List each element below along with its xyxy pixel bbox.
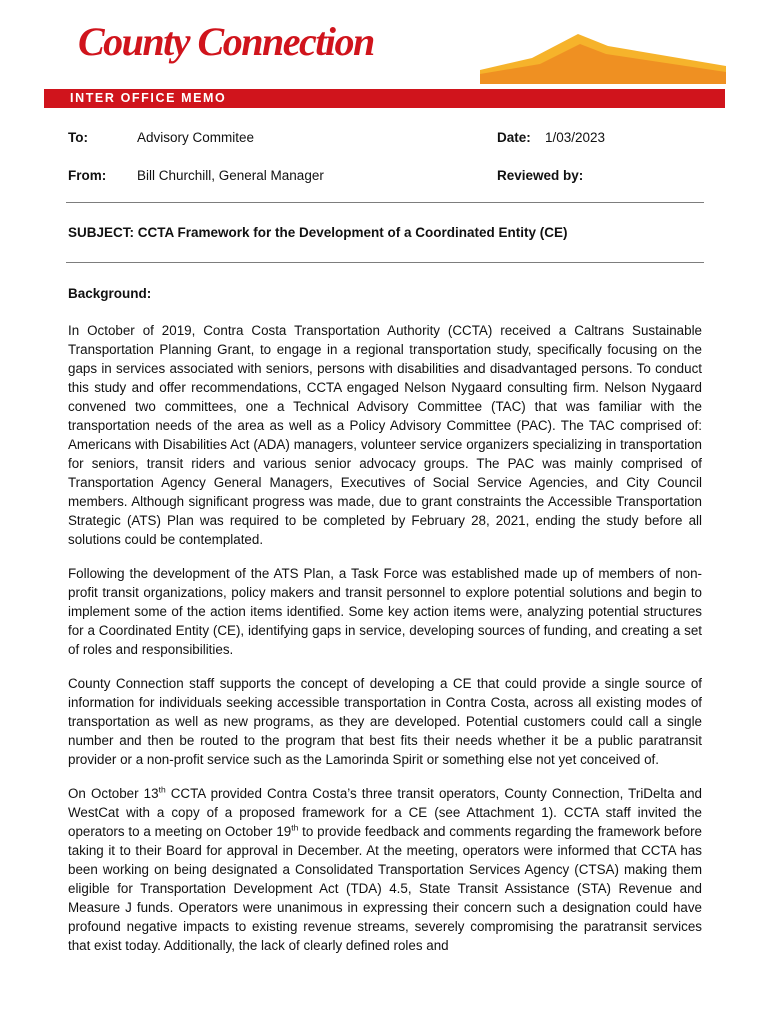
header-divider [66,202,704,203]
body-paragraph-3: County Connection staff supports the concept of developing a CE that could provide a single source of information for individuals seeking accessible transportation in Contra Costa, across all existing modes of transportation as well as new programs, as they are developed. Potential customers could call a single number and then be routed to the program that best fits their needs whether it be a public paratransit provider or a non-profit service such as the Lamorinda Spirit or something else not yet conceived of. [68,676,702,767]
inter-office-memo-banner [44,89,725,108]
memo-label: INTER OFFICE MEMO [70,91,227,105]
memo-body [68,321,702,970]
paragraph-4-part-c: to provide feedback and comments regarding the framework before taking it to their Board for approval in December. At the meeting, operators were informed that CCTA has been working on being designated a Consolidated Transportation Services Agency (CTSA) making them eligible for Transportation Development Act (TDA) 4.5, State Transit Assistance (STA) Revenue and Measure J funds. Operators were unanimous in expressing their concern such a designation could have profound negative impacts to existing revenue streams, severely compromising the paratransit services that exist today. Additionally, the lack of clearly defined roles and [68,824,702,953]
date-label: Date: [497,130,531,145]
date-value: 1/03/2023 [545,130,606,145]
ordinal-suffix: th [158,784,166,795]
county-connection-logo: County Connection [78,19,374,64]
body-paragraph-1: In October of 2019, Contra Costa Transportation Authority (CCTA) received a Caltrans Sustainable Transportation Planning Grant, to engage in a regional transportation study, specifically focusing on the gaps in services associated with seniors, persons with disabilities and disadvantaged persons. To conduct this study and offer recommendations, CCTA engaged Nelson Nygaard consulting firm. Nelson Nygaard convened two committees, one a Technical Advisory Committee (TAC) that was familiar with the transportation needs of the area as well as a Policy Advisory Committee (PAC). The TAC comprised of: Americans with Disabilities Act (ADA) managers, volunteer service organizers specializing in transportation for seniors, transit riders and various senior advocacy groups. The PAC was mainly comprised of Transportation Agency General Managers, Executives of Social Service Agencies, and City Council members. Although significant progress was made, due to grant constraints the Accessible Transportation Strategic (ATS) Plan was required to be completed by February 28, 2021, ending the study before all solutions could be contemplated. [68,323,702,547]
ordinal-suffix: th [291,822,299,833]
background-heading: Background: [68,286,152,301]
paragraph-4-part-b: CCTA provided Contra Costa’s three transit operators, County Connection, TriDelta and WestCat with a copy of a proposed framework for a CE (see Attachment 1). CCTA staff invited the operators to a meeting on October 19 [68,786,702,839]
subject-divider [66,262,704,263]
body-paragraph-4 [68,784,702,955]
to-label: To: [68,130,88,145]
to-value: Advisory Commitee [137,130,255,145]
memo-subject: SUBJECT: CCTA Framework for the Development of a Coordinated Entity (CE) [68,225,568,240]
reviewed-by-label: Reviewed by: [497,168,584,183]
from-label: From: [68,168,107,183]
mountain-logo-graphic [480,30,726,84]
paragraph-4-part-a: On October 13 [68,786,159,801]
from-value: Bill Churchill, General Manager [137,168,324,183]
body-paragraph-2: Following the development of the ATS Plan, a Task Force was established made up of members of non-profit transit organizations, policy makers and transit personnel to explore potential solutions and begin to implement some of the action items identified. Some key action items were, analyzing potential structures for a Coordinated Entity (CE), identifying gaps in service, developing sources of funding, and creating a set of roles and responsibilities. [68,566,702,657]
